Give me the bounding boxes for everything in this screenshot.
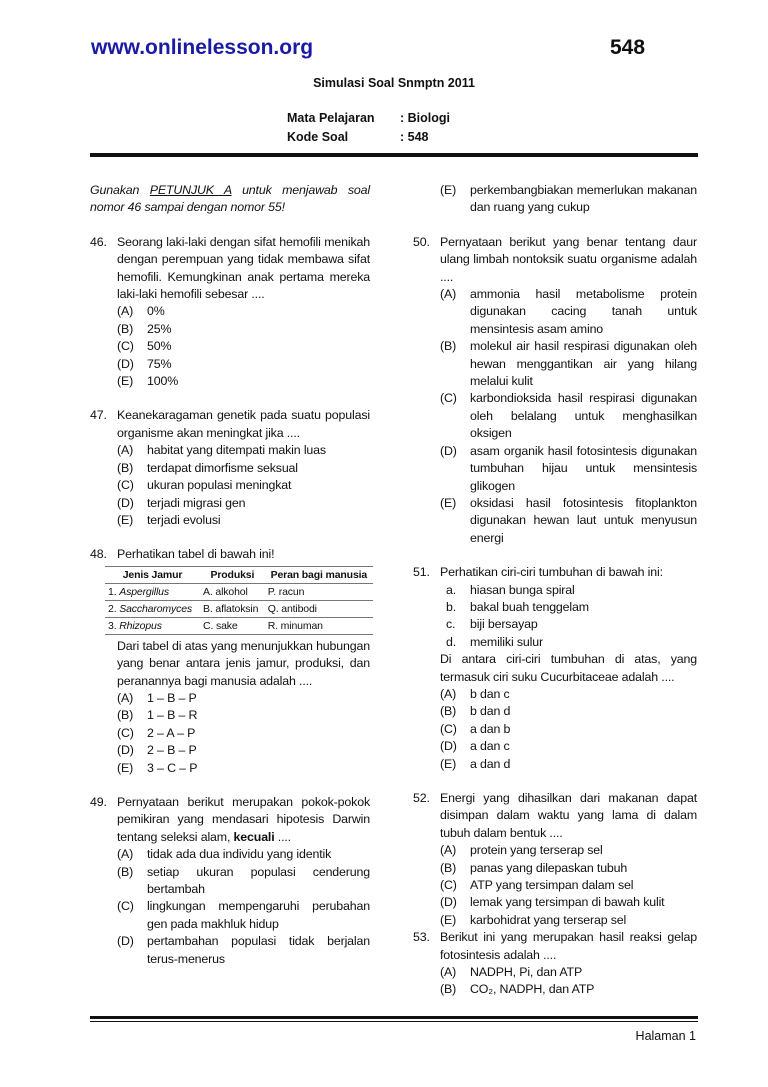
question-48	[90, 546, 370, 777]
fungi-table	[105, 566, 373, 635]
option-text: terjadi migrasi gen	[147, 495, 246, 510]
option-label: (A)	[117, 443, 134, 458]
instructions-petunjuk: PETUNJUK A	[149, 183, 232, 197]
answer-option	[117, 303, 370, 320]
answer-option	[117, 373, 370, 390]
fungus-name: Rhizopus	[119, 619, 162, 632]
question-number: 49.	[90, 794, 107, 809]
answer-option	[440, 738, 697, 755]
answer-option	[440, 721, 697, 738]
row-number: 1.	[108, 585, 120, 598]
stem-text-end: ....	[274, 829, 291, 844]
characteristic-item	[440, 599, 697, 616]
answer-option	[440, 877, 697, 894]
option-text: 3 – C – P	[147, 760, 198, 775]
table-row	[105, 583, 373, 600]
answer-option	[117, 760, 370, 777]
question-stem	[117, 546, 370, 563]
question-number: 47.	[90, 408, 107, 423]
instructions	[90, 182, 370, 217]
answer-option	[440, 894, 697, 911]
item-text: memiliki sulur	[470, 634, 543, 649]
footer-divider	[90, 1016, 698, 1019]
table-cell-role: P. racun	[265, 583, 373, 600]
answer-option	[117, 512, 370, 529]
answer-option	[117, 690, 370, 707]
question-number: 53.	[413, 930, 430, 945]
answer-option	[440, 981, 697, 998]
option-text: b dan c	[470, 686, 510, 701]
fungus-name: Aspergillus	[119, 585, 169, 598]
answer-option	[440, 756, 697, 773]
stem-emphasis: kecuali	[233, 829, 275, 844]
table-header: Produksi	[200, 566, 265, 583]
subject-label: Mata Pelajaran	[287, 111, 375, 125]
table-cell-product: B. aflatoksin	[200, 600, 265, 617]
option-label: (B)	[440, 704, 457, 719]
answer-option	[440, 860, 697, 877]
header-divider	[90, 153, 698, 157]
question-stem	[117, 234, 370, 304]
item-label: a.	[446, 582, 457, 597]
option-label: (D)	[440, 895, 457, 910]
answer-option	[117, 442, 370, 459]
question-number: 48.	[90, 547, 107, 562]
option-label: (C)	[440, 721, 457, 736]
table-cell-fungus	[105, 583, 200, 600]
option-label: (D)	[117, 934, 134, 949]
question-stem-continued: Di antara ciri-ciri tumbuhan di atas, yang termasuk ciri suku Cucurbitaceae adalah ....	[440, 652, 697, 684]
option-label: (B)	[117, 708, 134, 723]
page-subtitle: Simulasi Soal Snmptn 2011	[313, 76, 475, 90]
question-46	[90, 234, 370, 391]
answer-option	[117, 725, 370, 742]
option-label: (E)	[117, 374, 134, 389]
question-stem	[117, 407, 370, 442]
instructions-pre: Gunakan	[90, 183, 150, 197]
option-label: (A)	[117, 304, 134, 319]
option-label: (E)	[440, 495, 457, 510]
question-number: 52.	[413, 791, 430, 805]
option-label: (C)	[117, 725, 134, 740]
option-label: (D)	[117, 495, 134, 510]
characteristic-item	[440, 634, 697, 651]
answer-option	[117, 495, 370, 512]
answer-option	[440, 703, 697, 720]
option-text: karbohidrat yang terserap sel	[470, 912, 627, 927]
option-text: molekul air hasil respirasi digunakan oleh hewan menggantikan air yang hilang melalui kulit	[470, 339, 697, 389]
table-header: Peran bagi manusia	[265, 566, 373, 583]
answer-option	[117, 356, 370, 373]
option-text: asam organik hasil fotosintesis digunakan tumbuhan hijau untuk mensintesis glikogen	[470, 443, 697, 493]
option-text: lingkungan mempengaruhi perubahan gen pada makhluk hidup	[147, 899, 370, 931]
question-stem	[117, 794, 370, 846]
table-cell-product: C. sake	[200, 617, 265, 634]
answer-option	[440, 182, 697, 217]
stem-text: Perhatikan tabel di bawah ini!	[117, 547, 275, 562]
code-value: : 548	[400, 130, 429, 144]
question-50	[413, 234, 697, 547]
answer-option	[440, 912, 697, 929]
question-49	[90, 794, 370, 968]
option-text: terjadi evolusi	[147, 512, 221, 527]
exam-code: 548	[610, 36, 646, 59]
stem-text: Energi yang dihasilkan dari makanan dapat disimpan dalam waktu yang lama di dalam tubuh dalam bentuk ....	[440, 791, 697, 840]
option-text: pertambahan populasi tidak berjalan terus-menerus	[147, 934, 370, 966]
option-label: (A)	[440, 965, 457, 980]
option-label: (B)	[117, 321, 134, 336]
option-label: (C)	[440, 878, 457, 893]
subject-value: : Biologi	[400, 111, 450, 125]
answer-option	[440, 964, 697, 981]
answer-option	[117, 898, 370, 933]
option-label: (C)	[117, 478, 134, 493]
option-text: 1 – B – R	[147, 708, 198, 723]
option-label: (B)	[117, 864, 134, 879]
stem-text: Seorang laki-laki dengan sifat hemofili menikah dengan perempuan yang tidak membawa sifat hemofili. Kemungkinan anak pertama mereka laki-laki hemofili sebesar ....	[117, 234, 370, 302]
answer-option	[440, 338, 697, 390]
stem-text: Perhatikan ciri-ciri tumbuhan di bawah ini:	[440, 565, 663, 580]
table-header: Jenis Jamur	[105, 566, 200, 583]
question-52	[413, 790, 697, 929]
answer-option	[440, 286, 697, 338]
option-text: ukuran populasi meningkat	[147, 478, 292, 493]
option-text: a dan d	[470, 756, 511, 771]
item-text: bakal buah tenggelam	[470, 599, 589, 614]
option-text: 2 – B – P	[147, 743, 197, 758]
option-text: habitat yang ditempati makin luas	[147, 443, 326, 458]
question-cont	[413, 182, 697, 217]
option-text: terdapat dimorfisme seksual	[147, 460, 298, 475]
table-cell-fungus	[105, 600, 200, 617]
answer-option	[117, 707, 370, 724]
question-51	[413, 564, 697, 773]
table-row	[105, 617, 373, 634]
option-label: (C)	[117, 339, 134, 354]
question-stem	[440, 790, 697, 842]
option-label: (B)	[440, 982, 457, 997]
answer-option	[117, 742, 370, 759]
question-stem-continued: Dari tabel di atas yang menunjukkan hubungan yang benar antara jenis jamur, produksi, dan peranannya bagi manusia adalah ....	[117, 638, 370, 688]
option-label: (C)	[117, 899, 134, 914]
answer-option	[440, 842, 697, 859]
option-text: b dan d	[470, 704, 511, 719]
option-label: (E)	[440, 183, 457, 197]
option-text: lemak yang tersimpan di bawah kulit	[470, 895, 665, 910]
characteristic-item	[440, 582, 697, 599]
table-cell-fungus	[105, 617, 200, 634]
answer-option	[117, 338, 370, 355]
option-label: (B)	[440, 339, 457, 354]
option-label: (D)	[117, 356, 134, 371]
instructions-post: untuk menjawab soal nomor 46 sampai dengan nomor 55!	[90, 183, 370, 215]
option-text: 2 – A – P	[147, 725, 196, 740]
table-cell-role: R. minuman	[265, 617, 373, 634]
option-text: a dan b	[470, 721, 511, 736]
left-column	[90, 182, 370, 985]
option-label: (A)	[117, 690, 134, 705]
option-label: (E)	[440, 756, 457, 771]
option-text: setiap ukuran populasi cenderung bertambah	[147, 864, 370, 896]
question-47	[90, 407, 370, 529]
code-label: Kode Soal	[287, 130, 349, 144]
question-number: 46.	[90, 234, 107, 249]
option-text: NADPH, Pi, dan ATP	[470, 965, 583, 980]
fungus-name: Saccharomyces	[119, 602, 192, 615]
option-text: panas yang dilepaskan tubuh	[470, 860, 628, 875]
answer-option	[117, 477, 370, 494]
option-label: (A)	[440, 686, 457, 701]
question-number: 51.	[413, 565, 430, 580]
item-text: hiasan bunga spiral	[470, 582, 575, 597]
question-stem	[440, 929, 697, 964]
subject-row	[287, 111, 450, 125]
option-label: (B)	[117, 460, 134, 475]
item-text: biji bersayap	[470, 617, 538, 632]
option-label: (E)	[440, 912, 457, 927]
item-label: b.	[446, 599, 457, 614]
question-53	[413, 929, 697, 999]
option-text: 75%	[147, 356, 172, 371]
characteristic-item	[440, 616, 697, 633]
option-text: protein yang terserap sel	[470, 843, 603, 858]
site-url: www.onlinelesson.org	[91, 36, 314, 59]
option-text: 1 – B – P	[147, 690, 197, 705]
table-row	[105, 600, 373, 617]
option-label: (D)	[117, 743, 134, 758]
answer-option	[440, 390, 697, 442]
row-number: 2.	[108, 602, 120, 615]
option-text: a dan c	[470, 739, 510, 754]
stem-text: Keanekaragaman genetik pada suatu populasi organisme akan meningkat jika ....	[117, 408, 370, 440]
table-cell-role: Q. antibodi	[265, 600, 373, 617]
stem-text: Berikut ini yang merupakan hasil reaksi gelap fotosintesis adalah ....	[440, 930, 697, 962]
option-label: (C)	[440, 391, 457, 406]
option-text: 25%	[147, 321, 172, 336]
answer-option	[117, 846, 370, 863]
item-label: c.	[446, 617, 456, 632]
option-text: oksidasi hasil fotosintesis fitoplankton digunakan hewan laut untuk menyusun energi	[470, 495, 697, 545]
option-text: CO₂, NADPH, dan ATP	[470, 982, 595, 997]
option-label: (A)	[440, 287, 457, 302]
answer-option	[440, 443, 697, 495]
option-text: perkembangbiakan memerlukan makanan dan ruang yang cukup	[470, 183, 697, 215]
option-label: (E)	[117, 760, 134, 775]
option-label: (D)	[440, 443, 457, 458]
answer-option	[117, 864, 370, 899]
option-label: (A)	[440, 843, 457, 858]
option-label: (D)	[440, 739, 457, 754]
stem-text: Pernyataan berikut merupakan pokok-pokok pemikiran yang mendasari hipotesis Darwin tentang seleksi alam,	[117, 794, 370, 844]
option-label: (E)	[117, 512, 134, 527]
option-text: 50%	[147, 339, 172, 354]
question-stem	[440, 234, 697, 286]
row-number: 3.	[108, 619, 120, 632]
answer-option	[117, 460, 370, 477]
option-text: ammonia hasil metabolisme protein digunakan cacing tanah untuk mensintesis asam amino	[470, 287, 697, 336]
option-label: (A)	[117, 847, 134, 862]
footer-divider-thin	[90, 1021, 698, 1022]
answer-option	[440, 495, 697, 547]
option-text: tidak ada dua individu yang identik	[147, 847, 332, 862]
answer-option	[440, 686, 697, 703]
option-text: 0%	[147, 304, 165, 319]
answer-option	[117, 933, 370, 968]
question-number: 50.	[413, 234, 430, 249]
code-row	[287, 130, 429, 144]
item-label: d.	[446, 634, 457, 649]
table-cell-product: A. alkohol	[200, 583, 265, 600]
option-text: karbondioksida hasil respirasi digunakan oleh belalang untuk menghasilkan oksigen	[470, 391, 697, 441]
right-column	[413, 182, 697, 1016]
stem-text: Pernyataan berikut yang benar tentang daur ulang limbah nontoksik suatu organisme adalah ....	[440, 234, 697, 284]
option-text: 100%	[147, 374, 179, 389]
option-text: ATP yang tersimpan dalam sel	[470, 878, 634, 893]
answer-option	[117, 321, 370, 338]
option-label: (B)	[440, 860, 457, 875]
question-stem	[440, 564, 697, 581]
page-number: Halaman 1	[635, 1029, 696, 1043]
